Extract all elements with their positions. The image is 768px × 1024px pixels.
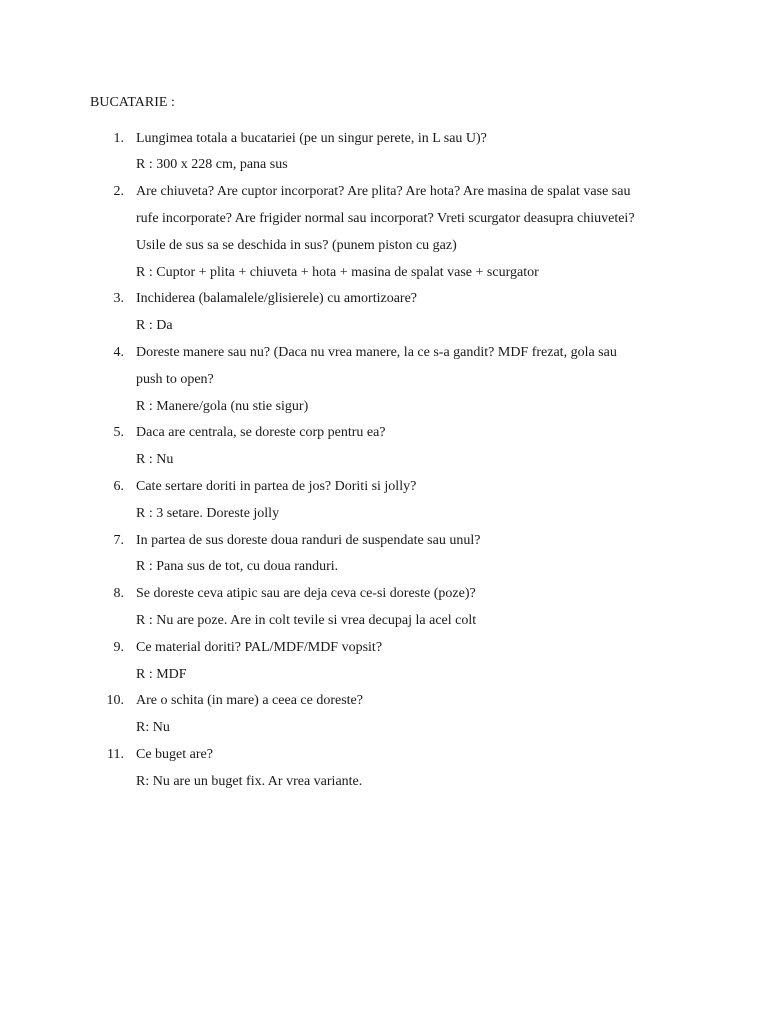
answer-row	[0, 501, 768, 528]
question-text: rufe incorporate? Are frigider normal sau incorporat? Vreti scurgator deasupra chiuvetei?	[136, 210, 635, 226]
question-text: Se doreste ceva atipic sau are deja ceva ce-si doreste (poze)?	[136, 586, 476, 602]
question-text: push to open?	[136, 371, 214, 387]
question-text: Cate sertare doriti in partea de jos? Doriti si jolly?	[136, 478, 417, 494]
answer-text: R: Nu are un buget fix. Ar vrea variante.	[136, 773, 363, 789]
question-row	[0, 742, 768, 769]
question-row-continued	[0, 367, 768, 394]
list-item	[0, 340, 768, 420]
list-item	[0, 286, 768, 340]
answer-row	[0, 715, 768, 742]
list-item	[0, 126, 768, 180]
list-item	[0, 688, 768, 742]
answer-row	[0, 662, 768, 689]
answer-text: R : Cuptor + plita + chiuveta + hota + masina de spalat vase + scurgator	[136, 264, 539, 280]
list-item-number: 5.	[113, 425, 124, 441]
question-row-continued	[0, 233, 768, 260]
answer-text: R : Pana sus de tot, cu doua randuri.	[136, 559, 339, 575]
questionnaire-list	[0, 126, 768, 796]
list-item-number: 8.	[113, 586, 124, 602]
question-row-continued	[0, 206, 768, 233]
list-item-number: 2.	[113, 184, 124, 200]
list-item-number: 10.	[106, 693, 124, 709]
list-item-number: 7.	[113, 532, 124, 548]
question-text: In partea de sus doreste doua randuri de suspendate sau unul?	[136, 532, 481, 548]
answer-row	[0, 447, 768, 474]
list-item-number: 4.	[113, 344, 124, 360]
question-row	[0, 581, 768, 608]
question-row	[0, 688, 768, 715]
question-row	[0, 635, 768, 662]
list-item	[0, 581, 768, 635]
list-item-number: 11.	[107, 746, 124, 762]
answer-text: R : Manere/gola (nu stie sigur)	[136, 398, 309, 414]
answer-text: R : Nu	[136, 452, 174, 468]
question-text: Usile de sus sa se deschida in sus? (punem piston cu gaz)	[136, 237, 457, 253]
answer-text: R: Nu	[136, 720, 170, 736]
answer-text: R : MDF	[136, 666, 187, 682]
answer-row	[0, 769, 768, 796]
question-text: Daca are centrala, se doreste corp pentru ea?	[136, 425, 386, 441]
question-row	[0, 474, 768, 501]
answer-row	[0, 260, 768, 287]
question-row	[0, 420, 768, 447]
list-item	[0, 635, 768, 689]
answer-row	[0, 313, 768, 340]
answer-row	[0, 554, 768, 581]
question-text: Are o schita (in mare) a ceea ce doreste?	[136, 693, 363, 709]
question-text: Lungimea totala a bucatariei (pe un singur perete, in L sau U)?	[136, 130, 487, 146]
answer-text: R : Nu are poze. Are in colt tevile si vrea decupaj la acel colt	[136, 612, 477, 628]
list-item	[0, 528, 768, 582]
question-row	[0, 528, 768, 555]
question-row	[0, 286, 768, 313]
list-item	[0, 742, 768, 796]
question-text: Ce buget are?	[136, 746, 213, 762]
answer-row	[0, 394, 768, 421]
question-text: Are chiuveta? Are cuptor incorporat? Are plita? Are hota? Are masina de spalat vase sau	[136, 184, 631, 200]
answer-text: R : Da	[136, 318, 173, 334]
list-item-number: 6.	[113, 478, 124, 494]
list-item-number: 3.	[113, 291, 124, 307]
answer-row	[0, 608, 768, 635]
list-item	[0, 420, 768, 474]
question-text: Ce material doriti? PAL/MDF/MDF vopsit?	[136, 639, 383, 655]
answer-text: R : 3 setare. Doreste jolly	[136, 505, 280, 521]
question-text: Inchiderea (balamalele/glisierele) cu amortizoare?	[136, 291, 417, 307]
answer-row	[0, 152, 768, 179]
list-item	[0, 474, 768, 528]
answer-text: R : 300 x 228 cm, pana sus	[136, 157, 288, 173]
question-row	[0, 340, 768, 367]
list-item	[0, 179, 768, 286]
question-text: Doreste manere sau nu? (Daca nu vrea manere, la ce s-a gandit? MDF frezat, gola sau	[136, 344, 617, 360]
list-item-number: 9.	[113, 639, 124, 655]
document-title: BUCATARIE :	[90, 95, 175, 110]
list-item-number: 1.	[113, 130, 124, 146]
question-row	[0, 126, 768, 153]
question-row	[0, 179, 768, 206]
